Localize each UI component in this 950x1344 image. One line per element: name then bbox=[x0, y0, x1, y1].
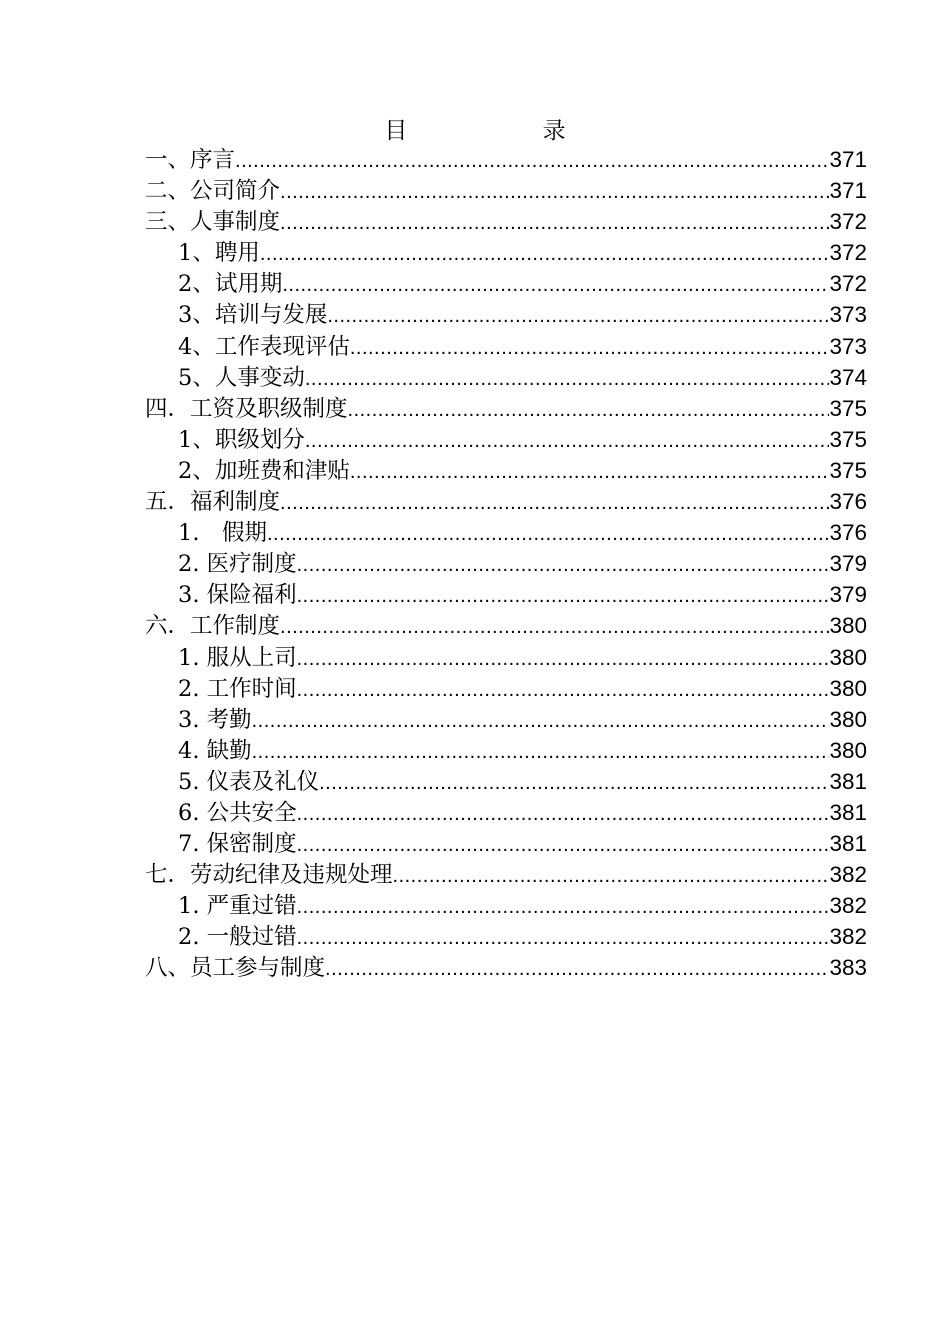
toc-entry-page-number: 380 bbox=[829, 675, 867, 701]
toc-entry-label: 7. 保密制度 bbox=[178, 831, 297, 858]
toc-entry[interactable] bbox=[145, 890, 867, 921]
dot-leader bbox=[297, 550, 830, 579]
toc-entry-label: 六．工作制度 bbox=[145, 613, 281, 640]
toc-entry[interactable] bbox=[145, 704, 867, 735]
toc-entry-label: 2、试用期 bbox=[178, 271, 283, 298]
dot-leader bbox=[297, 923, 830, 952]
toc-entry-label: 四．工资及职级制度 bbox=[145, 395, 348, 422]
toc-entry[interactable] bbox=[145, 206, 867, 237]
toc-entry-page-number: 380 bbox=[829, 737, 867, 763]
toc-entry-page-number: 381 bbox=[829, 768, 867, 794]
dot-leader bbox=[252, 706, 830, 735]
toc-entry-label: 3. 考勤 bbox=[178, 706, 252, 733]
dot-leader bbox=[260, 239, 830, 268]
toc-entry-label: 1. 严重过错 bbox=[178, 893, 297, 920]
toc-entry[interactable] bbox=[145, 610, 867, 641]
toc-entry-label: 1、职级划分 bbox=[178, 426, 305, 453]
dot-leader bbox=[327, 301, 829, 330]
toc-entry-label: 1. 假期 bbox=[178, 520, 267, 547]
toc-entry-label: 3、培训与发展 bbox=[178, 302, 328, 329]
toc-entry[interactable] bbox=[145, 517, 867, 548]
toc-entry[interactable] bbox=[145, 299, 867, 330]
dot-leader bbox=[280, 488, 829, 517]
toc-entry-page-number: 371 bbox=[829, 147, 867, 172]
toc-entry[interactable] bbox=[145, 144, 867, 175]
toc-entry-label: 2. 工作时间 bbox=[178, 675, 297, 702]
toc-entry-page-number: 379 bbox=[829, 582, 867, 608]
toc-entry-page-number: 381 bbox=[829, 799, 867, 825]
dot-leader bbox=[282, 270, 829, 299]
toc-entry[interactable] bbox=[145, 828, 867, 859]
dot-leader bbox=[325, 954, 829, 983]
toc-entry-label: 2. 医疗制度 bbox=[178, 551, 297, 578]
toc-entry-page-number: 375 bbox=[829, 426, 867, 452]
dot-leader bbox=[280, 177, 829, 206]
toc-entry-page-number: 373 bbox=[829, 333, 867, 359]
toc-entry-page-number: 380 bbox=[829, 613, 867, 639]
toc-entry-page-number: 380 bbox=[829, 644, 867, 670]
toc-entry[interactable] bbox=[145, 797, 867, 828]
toc-entry-page-number: 372 bbox=[829, 209, 867, 235]
toc-entry-page-number: 379 bbox=[829, 551, 867, 577]
dot-leader bbox=[297, 830, 830, 859]
toc-entry[interactable] bbox=[145, 766, 867, 797]
toc-entry-page-number: 383 bbox=[829, 955, 867, 981]
toc-entry-page-number: 382 bbox=[829, 862, 867, 888]
toc-entry-page-number: 380 bbox=[829, 706, 867, 732]
dot-leader bbox=[393, 861, 830, 890]
toc-entry[interactable] bbox=[145, 673, 867, 704]
toc-entry[interactable] bbox=[145, 548, 867, 579]
toc-entry[interactable] bbox=[145, 859, 867, 890]
dot-leader bbox=[297, 799, 830, 828]
dot-leader bbox=[305, 426, 830, 455]
toc-entry-label: 2、加班费和津贴 bbox=[178, 457, 350, 484]
toc-entry-label: 二、公司简介 bbox=[145, 178, 281, 205]
toc-entry-page-number: 372 bbox=[829, 271, 867, 297]
toc-entry-label: 4. 缺勤 bbox=[178, 737, 252, 764]
toc-title: 目 录 bbox=[384, 118, 630, 144]
toc-entry-page-number: 382 bbox=[829, 924, 867, 950]
dot-leader bbox=[280, 208, 829, 237]
toc-entry-label: 5. 仪表及礼仪 bbox=[178, 768, 320, 795]
toc-entry[interactable] bbox=[145, 579, 867, 610]
toc-entry[interactable] bbox=[145, 642, 867, 673]
toc-entry[interactable] bbox=[145, 952, 867, 983]
dot-leader bbox=[350, 457, 830, 486]
dot-leader bbox=[348, 395, 830, 424]
toc-entry[interactable] bbox=[145, 331, 867, 362]
toc-entry-label: 一、序言 bbox=[145, 147, 236, 173]
toc-entry-page-number: 382 bbox=[829, 893, 867, 919]
toc-entry-page-number: 374 bbox=[829, 364, 867, 390]
dot-leader bbox=[297, 644, 830, 673]
toc-entry-page-number: 371 bbox=[829, 178, 867, 204]
toc-entry[interactable] bbox=[145, 268, 867, 299]
toc-entry-page-number: 373 bbox=[829, 302, 867, 328]
toc-entry[interactable] bbox=[145, 362, 867, 393]
dot-leader bbox=[235, 146, 829, 175]
dot-leader bbox=[305, 364, 830, 393]
dot-leader bbox=[297, 581, 830, 610]
dot-leader bbox=[267, 519, 829, 548]
toc-entry-label: 1、聘用 bbox=[178, 240, 260, 267]
toc-entry-label: 6. 公共安全 bbox=[178, 799, 297, 826]
toc-entry-page-number: 375 bbox=[829, 457, 867, 483]
dot-leader bbox=[297, 892, 830, 921]
dot-leader bbox=[350, 333, 830, 362]
toc-entry-label: 三、人事制度 bbox=[145, 209, 281, 236]
toc-entry-label: 4、工作表现评估 bbox=[178, 333, 350, 360]
toc-entry-label: 八、员工参与制度 bbox=[145, 955, 326, 982]
toc-entry[interactable] bbox=[145, 735, 867, 766]
toc-entry[interactable] bbox=[145, 455, 867, 486]
toc-entry-page-number: 376 bbox=[829, 489, 867, 515]
toc-entry[interactable] bbox=[145, 175, 867, 206]
toc-entry-page-number: 375 bbox=[829, 395, 867, 421]
toc-entry-label: 3. 保险福利 bbox=[178, 582, 297, 609]
toc-entry-label: 5、人事变动 bbox=[178, 364, 305, 391]
toc-entry-label: 五．福利制度 bbox=[145, 489, 281, 516]
toc-entry-label: 七．劳动纪律及违规处理 bbox=[145, 862, 393, 889]
toc-entry[interactable] bbox=[145, 486, 867, 517]
toc-entry-page-number: 372 bbox=[829, 240, 867, 266]
toc-entry-page-number: 376 bbox=[829, 520, 867, 546]
dot-leader bbox=[280, 612, 829, 641]
toc-entry[interactable] bbox=[145, 424, 867, 455]
toc-entry-page-number: 381 bbox=[829, 831, 867, 857]
toc-entry[interactable] bbox=[145, 237, 867, 268]
toc-entry-label: 2. 一般过错 bbox=[178, 924, 297, 951]
toc-entry[interactable] bbox=[145, 921, 867, 952]
toc-entry-label: 1. 服从上司 bbox=[178, 644, 297, 671]
table-of-contents bbox=[145, 144, 867, 984]
toc-entry[interactable] bbox=[145, 393, 867, 424]
dot-leader bbox=[297, 675, 830, 704]
dot-leader bbox=[252, 737, 830, 766]
dot-leader bbox=[319, 768, 829, 797]
